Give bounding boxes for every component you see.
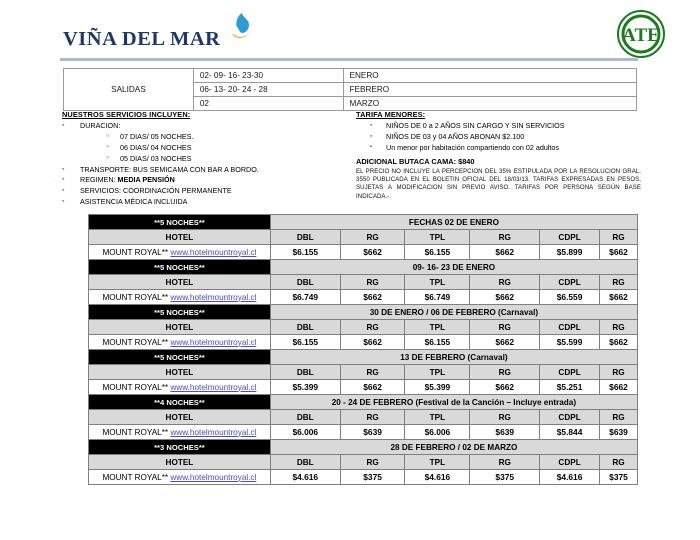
hotel-name: MOUNT ROYAL**: [102, 337, 171, 347]
column-header-rg: RG: [470, 455, 540, 470]
duration-value: 05 DIAS/ 03 NOCHES: [120, 153, 192, 163]
pricing-section-title: 09- 16- 23 DE ENERO: [270, 260, 637, 275]
price-cell: $6.155: [405, 335, 470, 350]
list-item: [62, 155, 362, 163]
bullet-icon: ▪: [62, 198, 65, 206]
column-header-hotel: HOTEL: [89, 365, 271, 380]
column-header-cdpl: CDPL: [540, 320, 600, 335]
ate-logo-text: ATE: [622, 25, 660, 46]
price-cell: $662: [600, 245, 638, 260]
column-header-cdpl: CDPL: [540, 365, 600, 380]
minors-item: NIÑOS DE 03 y 04 AÑOS ABONAN $2.100: [386, 131, 525, 141]
bullet-icon: ▪: [62, 176, 65, 184]
price-cell: $375: [340, 470, 405, 485]
service-item: SERVICIOS: COORDINACIÓN PERMANENTE: [80, 186, 232, 196]
hotel-name: MOUNT ROYAL**: [102, 427, 171, 437]
list-item: [62, 176, 362, 184]
page-header: [0, 0, 700, 62]
nights-badge: **5 NOCHES**: [89, 350, 271, 365]
column-header-tpl: TPL: [405, 410, 470, 425]
column-header-hotel: HOTEL: [89, 455, 271, 470]
minors-section: [356, 110, 641, 201]
table-row: [89, 290, 638, 305]
bullet-icon: ○: [106, 154, 110, 161]
table-row: [89, 425, 638, 440]
page-title: VIÑA DEL MAR: [63, 28, 221, 50]
price-cell: $639: [340, 425, 405, 440]
price-cell: $5.844: [540, 425, 600, 440]
salidas-month: ENERO: [343, 69, 636, 83]
column-header-rg: RG: [340, 455, 405, 470]
column-header-rg: RG: [470, 320, 540, 335]
column-header-hotel: HOTEL: [89, 320, 271, 335]
pricing-section-header-row: [89, 395, 638, 410]
price-cell: $639: [600, 425, 638, 440]
column-header-dbl: DBL: [270, 320, 340, 335]
pricing-column-header-row: [89, 410, 638, 425]
bullet-icon: ▪: [62, 165, 65, 173]
hotel-cell: [89, 245, 271, 260]
minors-item: NIÑOS DE 0 a 2 AÑOS SIN CARGO Y SIN SERVICIOS: [386, 121, 565, 130]
bullet-icon: ○: [106, 143, 110, 150]
service-item: TRANSPORTE: BUS SEMICAMA CON BAR A BORDO.: [80, 164, 259, 174]
salidas-dates: 02- 09- 16- 23-30: [193, 69, 343, 83]
price-cell: $5.599: [540, 335, 600, 350]
duration-value: 07 DIAS/ 05 NOCHES.: [120, 131, 194, 141]
nights-badge: **5 NOCHES**: [89, 215, 271, 230]
column-header-rg: RG: [470, 410, 540, 425]
price-cell: $375: [470, 470, 540, 485]
pricing-section-title: FECHAS 02 DE ENERO: [270, 215, 637, 230]
hotel-cell: [89, 470, 271, 485]
header-divider: [60, 58, 638, 61]
column-header-rg: RG: [340, 365, 405, 380]
price-cell: $6.559: [540, 290, 600, 305]
table-row: [64, 69, 637, 83]
pricing-column-header-row: [89, 320, 638, 335]
price-cell: $4.616: [405, 470, 470, 485]
pricing-section-title: 13 DE FEBRERO (Carnaval): [270, 350, 637, 365]
list-item: [62, 187, 362, 195]
column-header-tpl: TPL: [405, 455, 470, 470]
pricing-section-header-row: [89, 215, 638, 230]
list-item: [370, 144, 641, 152]
column-header-hotel: HOTEL: [89, 410, 271, 425]
column-header-rg: RG: [340, 320, 405, 335]
column-header-rg: RG: [600, 320, 638, 335]
price-cell: $4.616: [270, 470, 340, 485]
list-item: [370, 122, 641, 130]
nights-badge: **4 NOCHES**: [89, 395, 271, 410]
price-cell: $662: [340, 335, 405, 350]
bullet-icon: ▪: [62, 122, 65, 129]
service-item: [80, 176, 175, 184]
price-cell: $6.749: [405, 290, 470, 305]
column-header-rg: RG: [600, 365, 638, 380]
service-item-bold: MEDIA PENSIÓN: [117, 175, 175, 185]
nights-badge: **5 NOCHES**: [89, 305, 271, 320]
salidas-table: [63, 68, 637, 111]
hotel-cell: [89, 290, 271, 305]
price-cell: $662: [470, 380, 540, 395]
price-cell: $6.155: [405, 245, 470, 260]
column-header-hotel: HOTEL: [89, 275, 271, 290]
legal-disclaimer: EL PRECIO NO INCLUYE LA PERCEPCION DEL 35% ESTIPULADA POR LA RESOLUCION GRAL. 3550 PUBLICADA EN EL BOLETIN OFICIAL DEL 18/03/13. TARIFAS EXPRESADAS EN PESOS, SUJETAS A MODIFICACION SIN PREVIO AVISO. TARIFAS POR PERSONA SEGÚN BASE INDICADA.-: [356, 168, 641, 200]
price-cell: $6.006: [405, 425, 470, 440]
column-header-cdpl: CDPL: [540, 230, 600, 245]
services-section: [62, 110, 362, 209]
price-cell: $662: [600, 380, 638, 395]
pricing-section-header-row: [89, 350, 638, 365]
pricing-section-title: 28 DE FEBRERO / 02 DE MARZO: [270, 440, 637, 455]
column-header-rg: RG: [600, 230, 638, 245]
hotel-website-link[interactable]: www.hotelmountroyal.cl: [170, 337, 257, 347]
column-header-rg: RG: [340, 410, 405, 425]
list-item: [62, 144, 362, 152]
salidas-month: FEBRERO: [343, 83, 636, 97]
services-heading: NUESTROS SERVICIOS INCLUYEN:: [62, 110, 191, 119]
column-header-rg: RG: [470, 275, 540, 290]
list-item: [62, 198, 362, 206]
hotel-website-link[interactable]: www.hotelmountroyal.cl: [170, 427, 257, 437]
pricing-section-title: 20 - 24 DE FEBRERO (Festival de la Canción – Incluye entrada): [270, 395, 637, 410]
pricing-section-title: 30 DE ENERO / 06 DE FEBRERO (Carnaval): [270, 305, 637, 320]
price-cell: $639: [470, 425, 540, 440]
price-cell: $6.155: [270, 245, 340, 260]
column-header-rg: RG: [340, 230, 405, 245]
column-header-dbl: DBL: [270, 365, 340, 380]
list-item: [62, 133, 362, 141]
nights-badge: **3 NOCHES**: [89, 440, 271, 455]
price-cell: $6.749: [270, 290, 340, 305]
hotel-name: MOUNT ROYAL**: [102, 292, 171, 302]
additional-seat-price: ADICIONAL BUTACA CAMA: $840: [356, 157, 475, 167]
price-cell: $5.899: [540, 245, 600, 260]
column-header-rg: RG: [600, 455, 638, 470]
price-cell: $6.006: [270, 425, 340, 440]
table-row: [89, 470, 638, 485]
pricing-section-header-row: [89, 305, 638, 320]
column-header-rg: RG: [470, 230, 540, 245]
hotel-website-link[interactable]: www.hotelmountroyal.cl: [170, 382, 257, 392]
column-header-dbl: DBL: [270, 455, 340, 470]
column-header-tpl: TPL: [405, 365, 470, 380]
water-drop-icon: [228, 12, 254, 44]
hotel-website-link[interactable]: www.hotelmountroyal.cl: [170, 292, 257, 302]
column-header-tpl: TPL: [405, 275, 470, 290]
price-cell: $662: [470, 245, 540, 260]
service-item: ASISTENCIA MÉDICA INCLUIDA: [80, 197, 188, 207]
price-cell: $662: [600, 335, 638, 350]
list-item: [370, 133, 641, 141]
pricing-table: [88, 214, 638, 485]
minors-heading: TARIFA MENORES:: [356, 110, 426, 119]
bullet-icon: ▪: [370, 143, 372, 150]
hotel-name: MOUNT ROYAL**: [102, 472, 171, 482]
hotel-cell: [89, 425, 271, 440]
salidas-dates: 06- 13- 20- 24 - 28: [193, 83, 343, 97]
hotel-website-link[interactable]: www.hotelmountroyal.cl: [170, 472, 257, 482]
column-header-rg: RG: [470, 365, 540, 380]
price-cell: $662: [470, 335, 540, 350]
minors-item: Un menor por habitación compartiendo con 02 adultos: [386, 142, 560, 152]
column-header-cdpl: CDPL: [540, 410, 600, 425]
price-cell: $375: [600, 470, 638, 485]
duration-value: 06 DIAS/ 04 NOCHES: [120, 142, 192, 152]
price-cell: $4.616: [540, 470, 600, 485]
pricing-column-header-row: [89, 275, 638, 290]
column-header-rg: RG: [600, 275, 638, 290]
price-cell: $662: [340, 245, 405, 260]
column-header-tpl: TPL: [405, 320, 470, 335]
duration-label: DURACION:: [80, 121, 121, 130]
hotel-website-link[interactable]: www.hotelmountroyal.cl: [170, 247, 257, 257]
salidas-label: SALIDAS: [64, 69, 194, 111]
price-cell: $6.155: [270, 335, 340, 350]
list-item: [62, 166, 362, 174]
salidas-month: MARZO: [343, 97, 636, 111]
salidas-dates: 02: [193, 97, 343, 111]
hotel-name: MOUNT ROYAL**: [102, 247, 171, 257]
price-cell: $662: [340, 290, 405, 305]
column-header-tpl: TPL: [405, 230, 470, 245]
table-row: [89, 380, 638, 395]
pricing-column-header-row: [89, 365, 638, 380]
column-header-cdpl: CDPL: [540, 275, 600, 290]
column-header-dbl: DBL: [270, 410, 340, 425]
price-cell: $5.399: [270, 380, 340, 395]
hotel-cell: [89, 380, 271, 395]
bullet-icon: ▪: [62, 187, 65, 195]
column-header-rg: RG: [600, 410, 638, 425]
list-item: [62, 122, 362, 130]
pricing-section-header-row: [89, 260, 638, 275]
bullet-icon: ▪: [370, 122, 373, 129]
column-header-dbl: DBL: [270, 230, 340, 245]
column-header-dbl: DBL: [270, 275, 340, 290]
price-cell: $662: [600, 290, 638, 305]
service-item-prefix: REGIMEN:: [80, 175, 118, 185]
column-header-rg: RG: [340, 275, 405, 290]
ate-logo: [615, 8, 667, 60]
table-row: [89, 335, 638, 350]
pricing-section-header-row: [89, 440, 638, 455]
pricing-column-header-row: [89, 230, 638, 245]
hotel-cell: [89, 335, 271, 350]
table-row: [89, 245, 638, 260]
price-cell: $5.399: [405, 380, 470, 395]
column-header-hotel: HOTEL: [89, 230, 271, 245]
price-cell: $662: [340, 380, 405, 395]
column-header-cdpl: CDPL: [540, 455, 600, 470]
pricing-column-header-row: [89, 455, 638, 470]
nights-badge: **5 NOCHES**: [89, 260, 271, 275]
bullet-icon: ○: [106, 132, 110, 139]
bullet-icon: ▪: [370, 132, 373, 140]
price-cell: $662: [470, 290, 540, 305]
hotel-name: MOUNT ROYAL**: [102, 382, 171, 392]
price-cell: $5.251: [540, 380, 600, 395]
